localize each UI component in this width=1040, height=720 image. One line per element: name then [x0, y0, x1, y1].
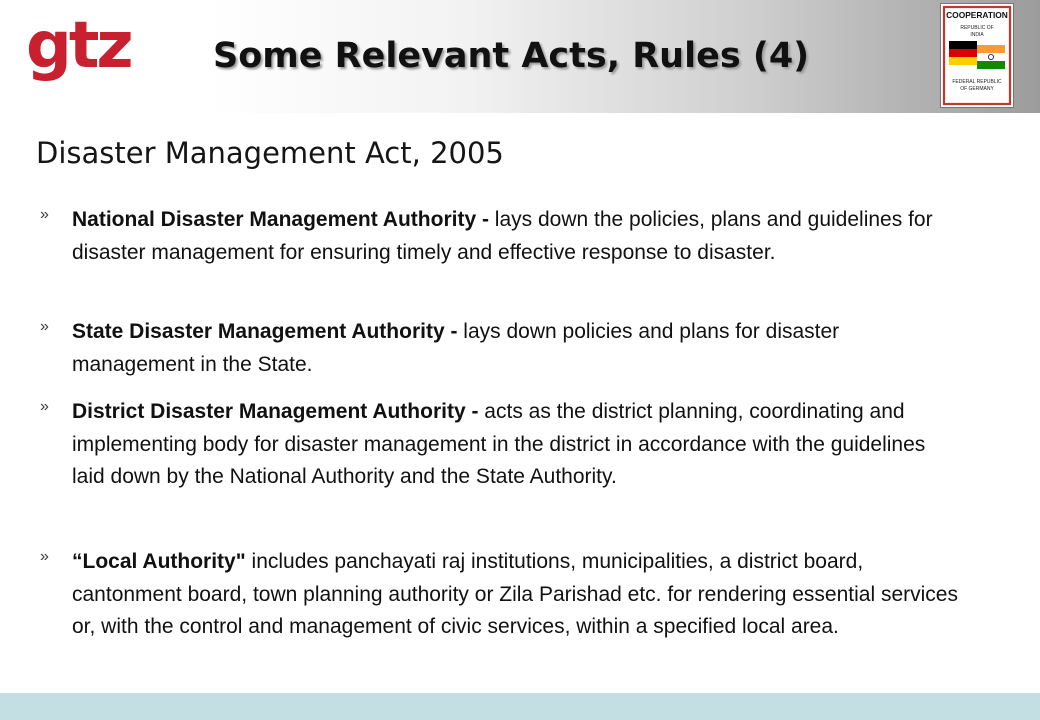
bullet-term: “Local Authority" [72, 550, 246, 573]
bullet-description: lays down the policies, plans and guidelines for disaster management for ensuring timely and effective response to disaster. [72, 208, 933, 264]
bullet-term: District Disaster Management Authority - [72, 400, 479, 423]
bullet-text [72, 396, 962, 494]
bullet-marker: » [40, 548, 49, 565]
emblem-line-1: REPUBLIC OF [960, 25, 994, 31]
bullet-marker: » [40, 206, 49, 223]
slide-header [0, 0, 1040, 113]
gtz-logo: gtz [26, 9, 131, 83]
bullet-text [72, 204, 962, 269]
bullet-marker: » [40, 398, 49, 415]
emblem-line-4: OF GERMANY [960, 86, 994, 92]
bullet-text [72, 316, 962, 381]
slide-title: Some Relevant Acts, Rules (4) [213, 36, 810, 76]
emblem-line-3: FEDERAL REPUBLIC [952, 79, 1002, 85]
bullet-text [72, 546, 962, 644]
bullet-description: includes panchayati raj institutions, municipalities, a district board, cantonment board, town planning authority or Zila Parishad etc. for rendering essential services or, with the control and management of civic services, within a specified local area. [72, 550, 958, 638]
bullet-marker: » [40, 318, 49, 335]
bullet-term: National Disaster Management Authority - [72, 208, 489, 231]
emblem-line-2: INDIA [970, 32, 984, 38]
section-subtitle: Disaster Management Act, 2005 [36, 136, 504, 170]
bullet-term: State Disaster Management Authority - [72, 320, 458, 343]
bullet-description: lays down policies and plans for disaster management in the State. [72, 320, 840, 376]
emblem-top-text: COOPERATION [946, 10, 1008, 20]
footer-bar [0, 693, 1040, 720]
cooperation-emblem [940, 3, 1014, 108]
bullet-description: acts as the district planning, coordinating and implementing body for disaster management in the district in accordance with the guidelines laid down by the National Authority and the State Authority. [72, 400, 926, 488]
